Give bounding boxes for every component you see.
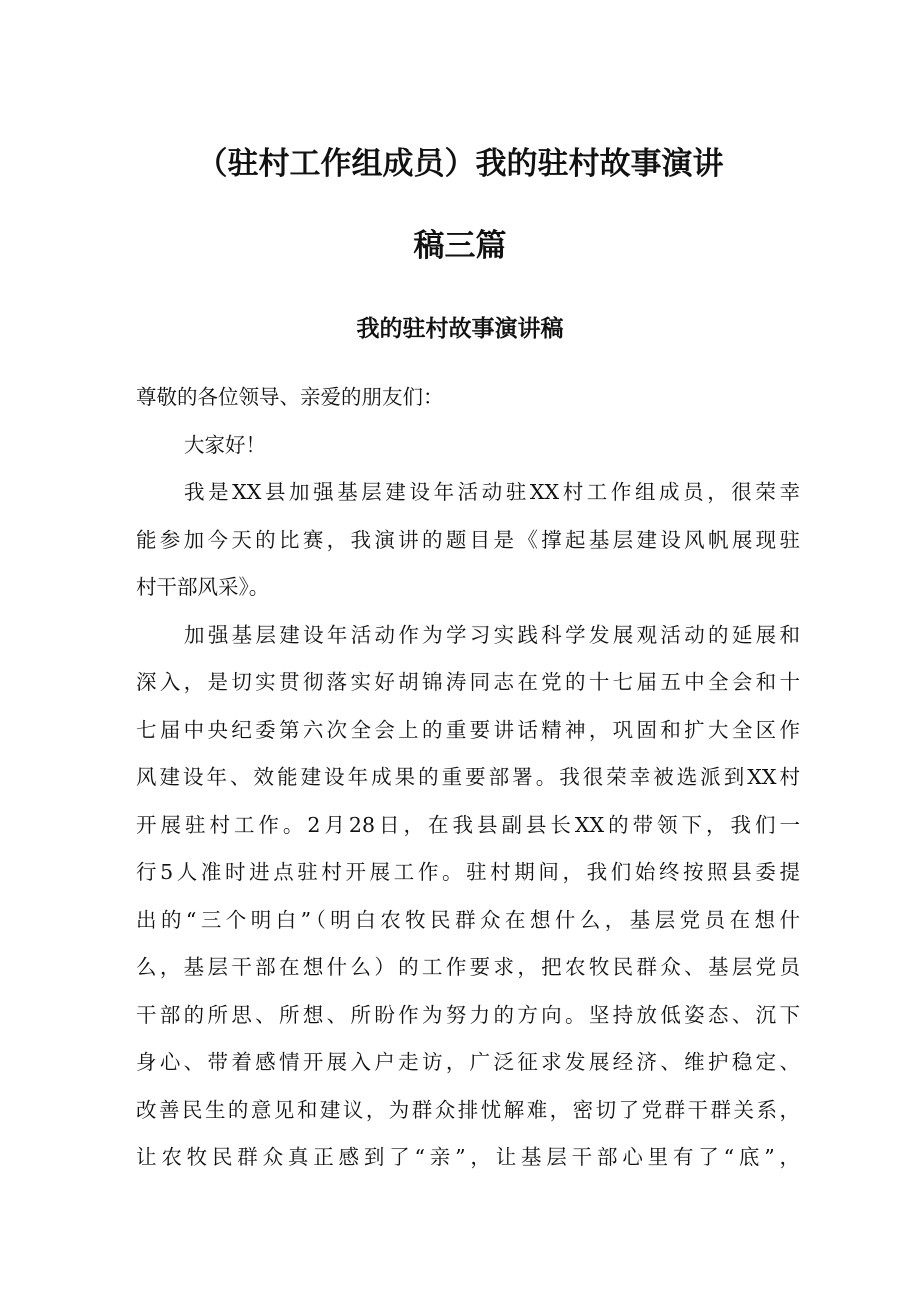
paragraph-line: 改善民生的意见和建议，为群众排忧解难，密切了党群干群关系， [136, 1097, 800, 1122]
paragraph-line: 七届中央纪委第六次全会上的重要讲话精神，巩固和扩大全区作 [136, 717, 800, 742]
paragraph-line: 能参加今天的比赛，我演讲的题目是《撑起基层建设风帆展现驻 [136, 527, 800, 552]
paragraph-line: 出的“三个明白”（明白农牧民群众在想什么，基层党员在想什 [136, 907, 800, 932]
paragraph-1 [136, 469, 800, 612]
paragraph-line: 行5人准时进点驻村开展工作。驻村期间，我们始终按照县委提 [136, 860, 800, 884]
paragraph-line: 风建设年、效能建设年成果的重要部署。我很荣幸被选派到XX村 [136, 765, 800, 789]
paragraph-line: 我是XX县加强基层建设年活动驻XX村工作组成员，很荣幸 [184, 480, 800, 504]
paragraph-line: 深入，是切实贯彻落实好胡锦涛同志在党的十七届五中全会和十 [136, 670, 800, 694]
greeting: 大家好！ [184, 432, 266, 457]
document-body [136, 374, 800, 1182]
document-title-line-2: 稿三篇 [413, 228, 507, 264]
paragraph-line: 身心、带着感情开展入户走访，广泛征求发展经济、维护稳定、 [136, 1050, 800, 1074]
paragraph-line: 开展驻村工作。2月28日，在我县副县长XX的带领下，我们一 [136, 812, 800, 837]
paragraph-line: 加强基层建设年活动作为学习实践科学发展观活动的延展和 [184, 622, 800, 647]
paragraph-line: 干部的所思、所想、所盼作为努力的方向。坚持放低姿态、沉下 [136, 1002, 800, 1027]
paragraph-line: 村干部风采》。 [136, 575, 270, 599]
paragraph-2 [136, 612, 800, 1182]
paragraph-line: 么，基层干部在想什么）的工作要求，把农牧民群众、基层党员 [136, 955, 800, 979]
section-heading: 我的驻村故事演讲稿 [356, 316, 564, 342]
paragraph-line: 让农牧民群众真正感到了“亲”，让基层干部心里有了“底”， [136, 1145, 800, 1169]
salutation: 尊敬的各位领导、亲爱的朋友们： [136, 385, 444, 409]
document-title-line-1: （驻村工作组成员）我的驻村故事演讲 [196, 146, 724, 182]
